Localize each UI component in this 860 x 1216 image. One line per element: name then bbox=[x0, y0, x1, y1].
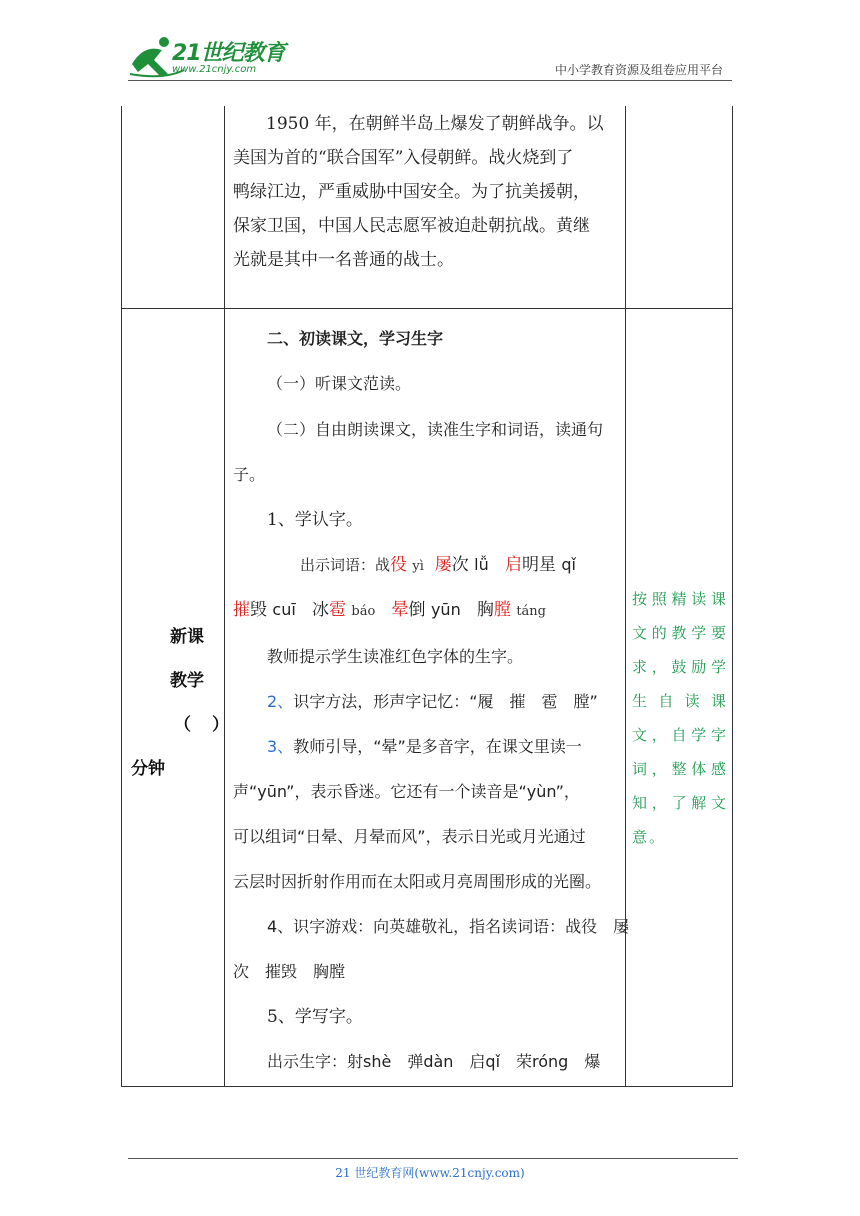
word-list-line-2 bbox=[233, 593, 546, 629]
item-3-line-3: 可以组词“日晕、月晕而风”，表示日光或月光通过 bbox=[233, 827, 586, 846]
section-title: 二、初读课文，学习生字 bbox=[267, 329, 444, 348]
word-lv-pinyin: lǚ bbox=[474, 555, 489, 574]
word-qi-char: 启 bbox=[504, 555, 522, 575]
logo-text: 21世纪教育 bbox=[172, 41, 285, 66]
word-yun-char: 晕 bbox=[391, 600, 409, 620]
word-yi-char: 役 bbox=[390, 555, 408, 575]
item-4-line-2: 次 摧毁 胸膛 bbox=[233, 962, 346, 981]
teaching-note: 按照精读课文的教学要求，鼓励学生自读课文，自学字词，整体感知，了解文意。 bbox=[632, 590, 728, 846]
table-border-bottom bbox=[121, 1086, 733, 1087]
word-tang-pre: 胸 bbox=[476, 600, 494, 620]
table-border-left bbox=[121, 106, 122, 1086]
header-divider bbox=[128, 80, 732, 81]
item-3-line-4: 云层时因折射作用而在太阳或月亮周围形成的光圈。 bbox=[233, 872, 602, 891]
section-label-paren-open: （ bbox=[174, 715, 191, 735]
intro-line-4: 保家卫国，中国人民志愿军被迫赴朝抗战。黄继 bbox=[233, 216, 590, 236]
word-yun-rest: 倒 bbox=[408, 600, 426, 620]
step-2-line-2: 子。 bbox=[233, 465, 266, 484]
step-1: （一）听课文范读。 bbox=[267, 374, 412, 393]
write-characters-line: 出示生字：射shè 弹dàn 启qǐ 荣róng 爆 bbox=[267, 1052, 601, 1071]
logo-url: www.21cnjy.com bbox=[172, 64, 257, 75]
table-border-right bbox=[732, 106, 733, 1086]
item-3-line-2: 声“yūn”，表示昏迷。它还有一个读音是“yùn”， bbox=[233, 782, 580, 801]
intro-line-3: 鸭绿江边，严重威胁中国安全。为了抗美援朝， bbox=[233, 182, 590, 202]
word-bao-pre: 冰 bbox=[312, 600, 330, 620]
section-label-paren-close: ） bbox=[212, 715, 229, 735]
word-list-line-1 bbox=[300, 548, 576, 584]
word-tang-char: 膛 bbox=[493, 600, 511, 620]
table-col-divider-1 bbox=[224, 106, 225, 1086]
word-bao-pinyin: báo bbox=[351, 604, 376, 619]
step-2-line-1: （二）自由朗读课文，读准生字和词语，读通句 bbox=[267, 420, 604, 439]
intro-line-1: 1950 年，在朝鲜半岛上爆发了朝鲜战争。以 bbox=[266, 114, 604, 134]
item-3-number: 3、 bbox=[267, 737, 294, 756]
word-tang-pinyin: táng bbox=[516, 604, 546, 619]
word-cui-char: 摧 bbox=[233, 600, 250, 620]
word-cui-rest: 毁 bbox=[250, 600, 267, 620]
word-qi-rest: 明星 bbox=[521, 555, 556, 575]
word-list-prefix: 出示词语：战 bbox=[300, 556, 391, 574]
header-platform-text: 中小学教育资源及组卷应用平台 bbox=[554, 63, 723, 77]
intro-line-5: 光就是其中一名普通的战士。 bbox=[233, 250, 454, 270]
table-row-divider bbox=[121, 308, 733, 309]
word-bao-char: 雹 bbox=[329, 600, 347, 620]
item-2-number: 2、 bbox=[267, 692, 294, 711]
word-yi-pinyin: yì bbox=[412, 559, 424, 574]
section-label-line-4: 分钟 bbox=[131, 759, 165, 779]
item-4-line-1: 4、识字游戏：向英雄敬礼，指名读词语：战役 屡 bbox=[267, 917, 630, 936]
intro-line-2: 美国为首的“联合国军”入侵朝鲜。战火烧到了 bbox=[233, 148, 574, 168]
word-yun-pinyin: yūn bbox=[430, 600, 461, 619]
item-5: 5、学写字。 bbox=[267, 1007, 363, 1027]
word-qi-pinyin: qǐ bbox=[561, 555, 576, 574]
item-2-text: 识字方法，形声字记忆：“履 摧 雹 膛” bbox=[293, 692, 598, 711]
item-3-text: 教师引导，“晕”是多音字，在课文里读一 bbox=[293, 737, 582, 756]
word-lv-rest: 次 bbox=[451, 555, 469, 575]
section-label-line-2: 教学 bbox=[170, 671, 204, 691]
footer-divider bbox=[128, 1158, 738, 1159]
word-lv-char: 屡 bbox=[434, 555, 452, 575]
item-3-line-1 bbox=[267, 730, 582, 764]
section-label-line-1: 新课 bbox=[170, 627, 204, 647]
footer-text: 21 世纪教育网(www.21cnjy.com) bbox=[335, 1166, 525, 1180]
word-cui-pinyin: cuī bbox=[272, 600, 296, 619]
item-2 bbox=[267, 685, 598, 719]
item-1: 1、学认字。 bbox=[267, 510, 363, 530]
teacher-hint: 教师提示学生读准红色字体的生字。 bbox=[267, 647, 524, 666]
